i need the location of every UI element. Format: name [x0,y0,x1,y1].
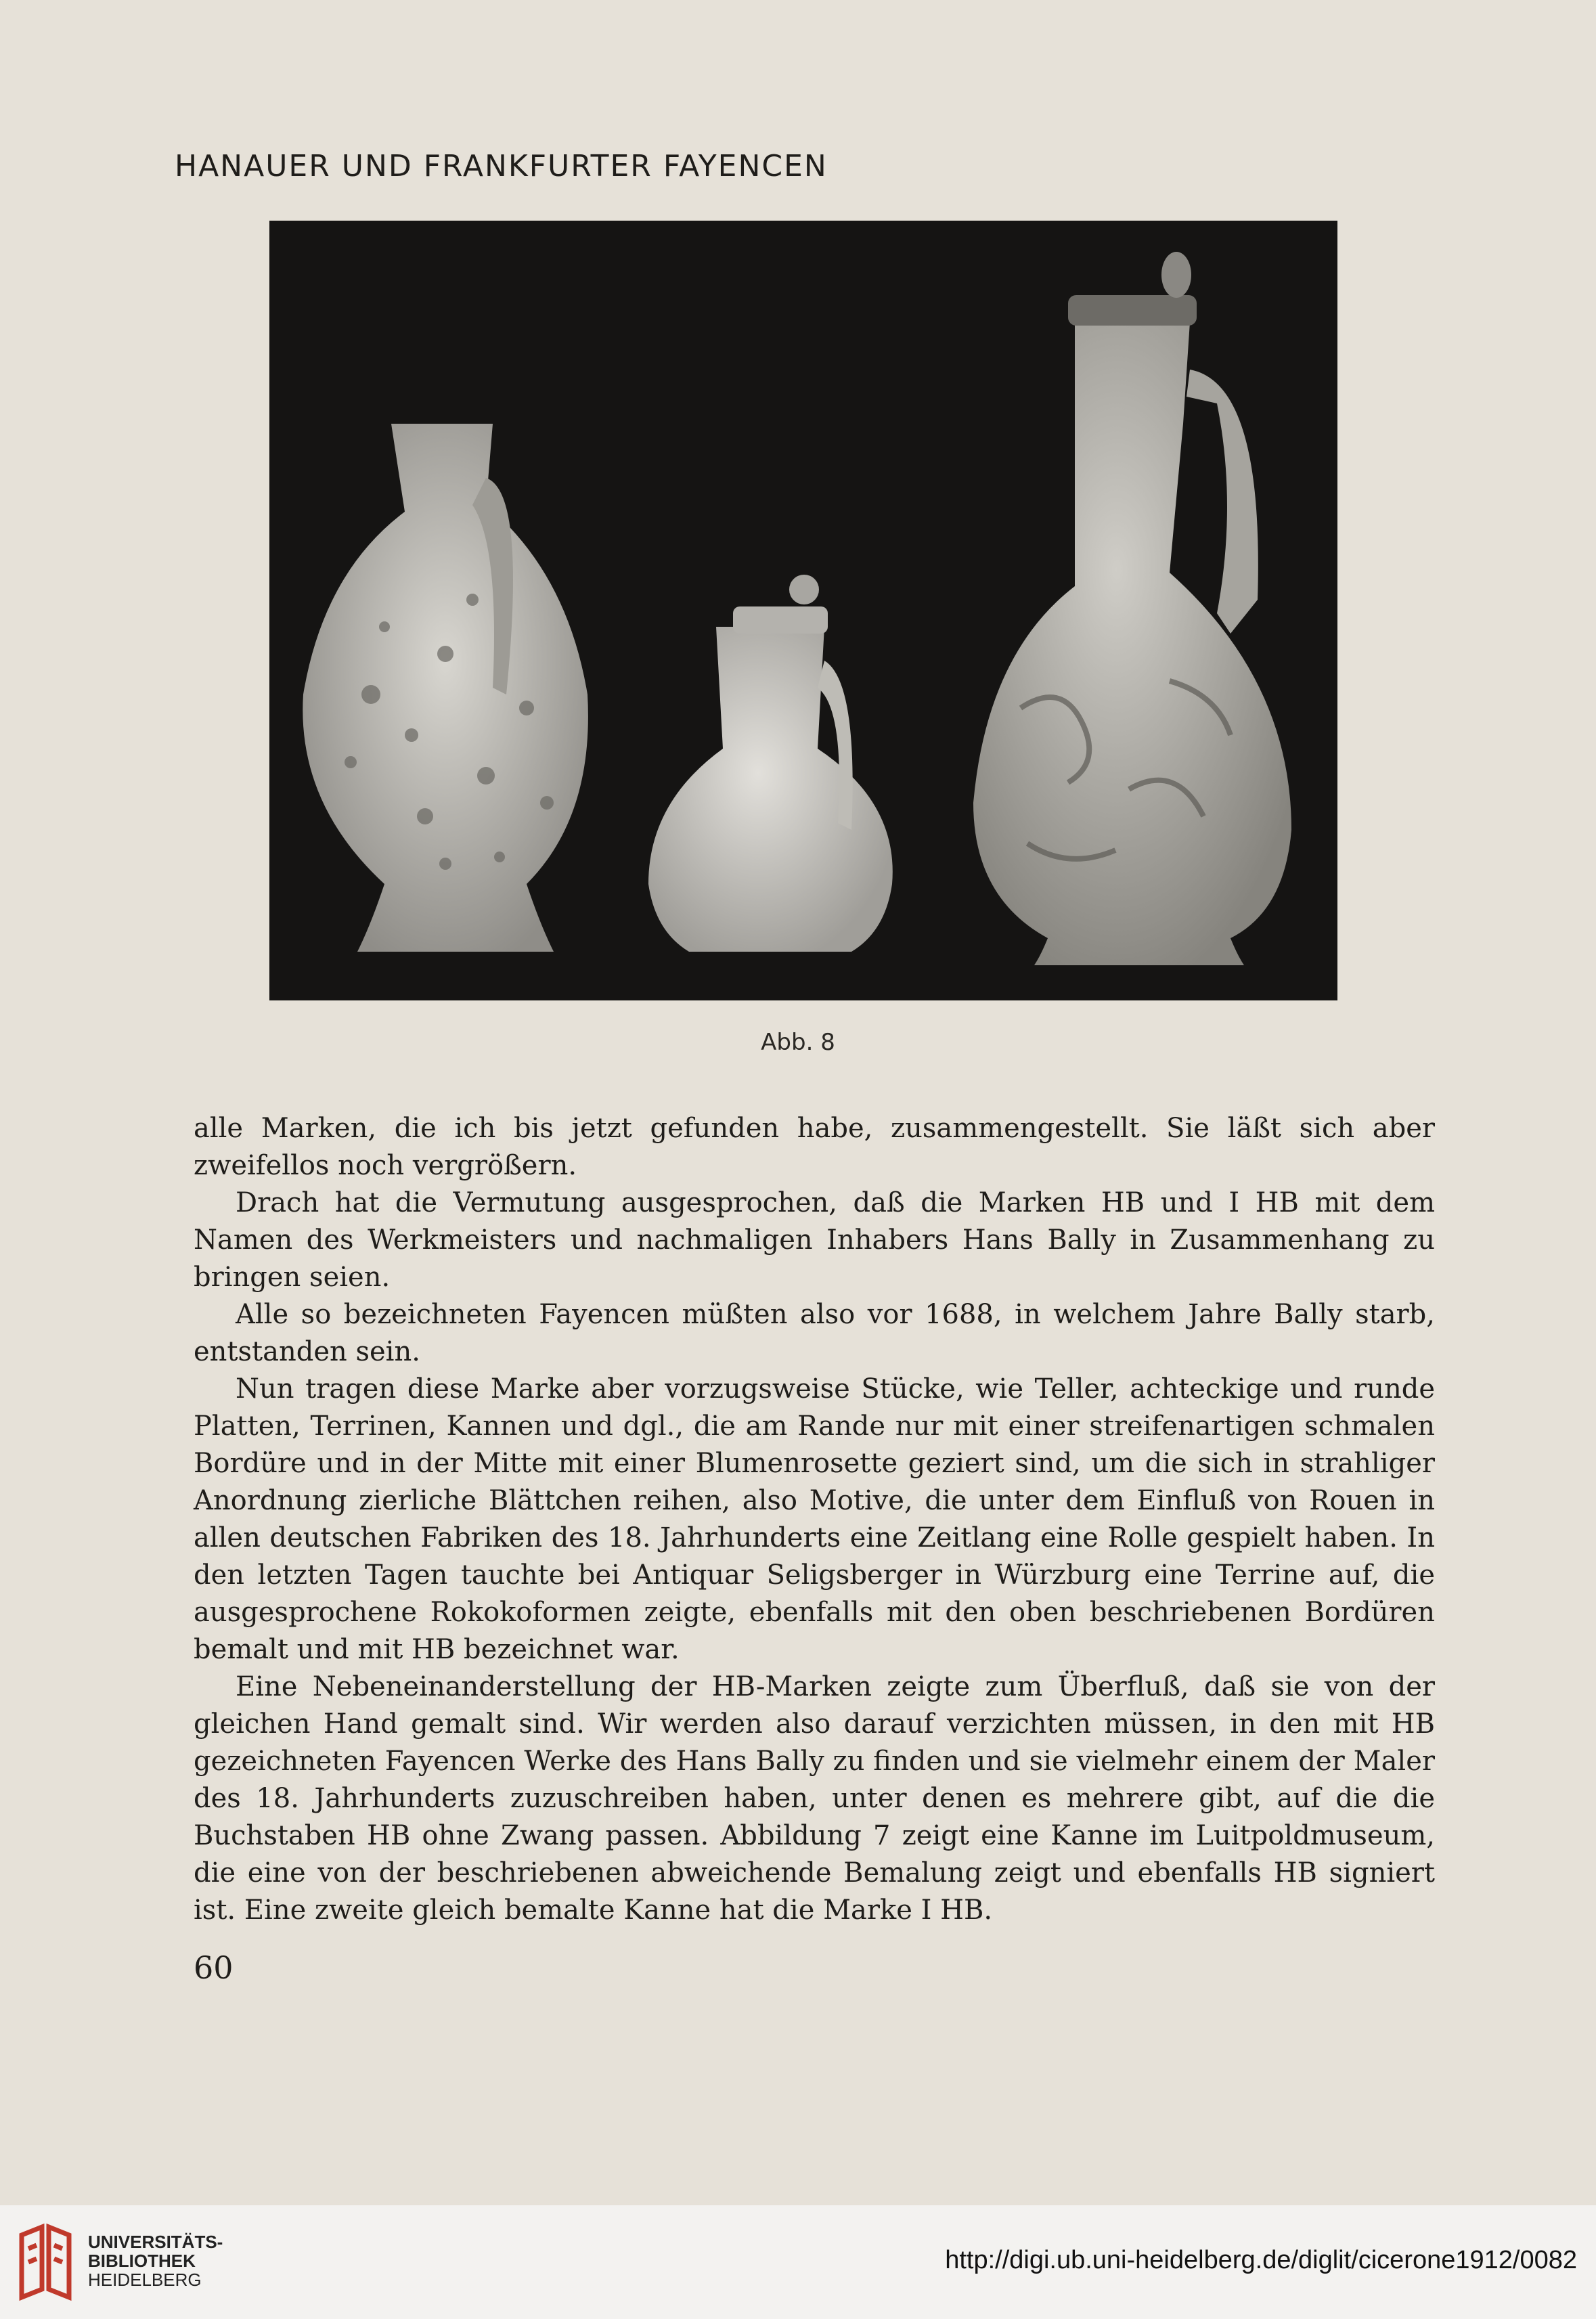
body-text [194,1110,1435,1929]
paragraph: Alle so bezeichneten Fayencen müßten also vor 1688, in welchem Jahre Bally starb, entstanden sein. [194,1299,1435,1367]
library-name [88,2232,223,2289]
source-url-link[interactable]: http://digi.ub.uni-heidelberg.de/diglit/cicerone1912/0082 [945,2246,1577,2274]
paragraph: Nun tragen diese Marke aber vorzugsweise Stücke, wie Teller, achteckige und runde Platten, Terrinen, Kannen und dgl., die am Rande nur mit einer streifenartigen schmalen Bordüre und in der Mitte mit einer Blumenrosette geziert sind, um die sich in strahliger Anordnung zierliche Blättchen reihen, also Motive, die unter dem Einfluß von Rouen in allen deutschen Fabriken des 18. Jahrhunderts eine Zeitlang eine Rolle gespielt haben. In den letzten Tagen tauchte bei Antiquar Seligsberger in Würzburg eine Terrine auf, die ausgesprochene Rokokoformen zeigte, ebenfalls mit den oben beschriebenen Bordüren bemalt und mit HB bezeichnet war. [194,1373,1435,1665]
library-name-line: UNIVERSITÄTS- [88,2232,223,2252]
page-number: 60 [194,1949,234,1986]
paragraph: alle Marken, die ich bis jetzt gefunden habe, zusammengestellt. Sie läßt sich aber zweifellos noch vergrößern. [194,1113,1435,1181]
library-name-line: HEIDELBERG [88,2270,202,2290]
figure-caption: Abb. 8 [761,1029,835,1056]
paragraph: Eine Nebeneinanderstellung der HB-Marken zeigte zum Überfluß, daß sie von der gleichen Hand gemalt sind. Wir werden also darauf verzichten müssen, in den mit HB gezeichneten Fayencen Werke des Hans Bally zu finden und sie vielmehr einem der Maler des 18. Jahrhunderts zuzuschreiben haben, unter denen es mehrere gibt, auf die die Buchstaben HB ohne Zwang passen. Abbildung 7 zeigt eine Kanne im Luitpoldmuseum, die eine von der beschriebenen abweichende Bemalung zeigt und ebenfalls HB signiert ist. Eine zweite gleich bemalte Kanne hat die Marke I HB. [194,1671,1435,1926]
figure-photo-three-jugs [269,221,1337,1000]
jugs-photograph [269,221,1337,1000]
library-name-line: BIBLIOTHEK [88,2251,196,2271]
library-logo-icon [15,2222,76,2301]
running-head: HANAUER UND FRANKFURTER FAYENCEN [175,149,828,183]
library-footer [0,2205,1596,2319]
paragraph: Drach hat die Vermutung ausgesprochen, daß die Marken HB und I HB mit dem Namen des Werkmeisters und nachmaligen Inhabers Hans Bally in Zusammenhang zu bringen seien. [194,1187,1435,1293]
